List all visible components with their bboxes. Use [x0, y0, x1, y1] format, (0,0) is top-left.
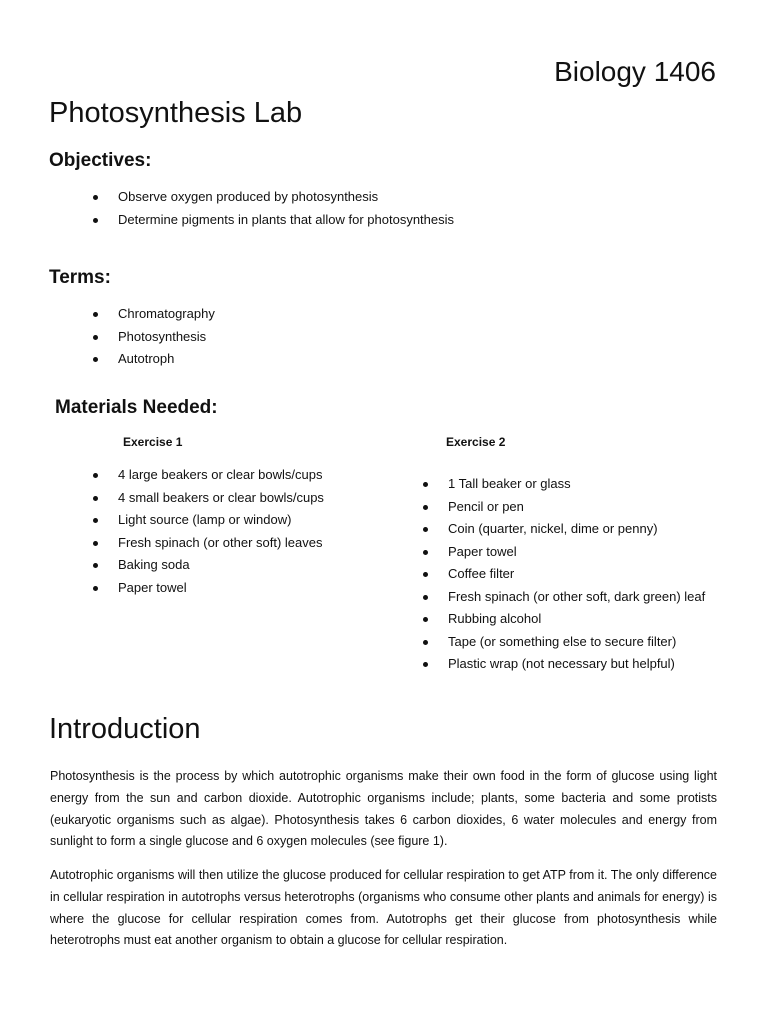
exercise1-list: [93, 464, 324, 599]
introduction-heading: Introduction: [49, 713, 201, 745]
list-item: Coffee filter: [423, 563, 705, 586]
list-item: Determine pigments in plants that allow for photosynthesis: [93, 209, 454, 232]
list-item: Paper towel: [423, 541, 705, 564]
list-item: Autotroph: [93, 348, 215, 371]
objectives-heading: Objectives:: [49, 150, 152, 171]
introduction-paragraph-2: Autotrophic organisms will then utilize the glucose produced for cellular respiration to get ATP from it. The only difference in cellular respiration in autotrophs versus heterotrophs (organisms who consume other plants and animals for energy) is where the glucose for cellular respiration comes from. Autotrophs get their glucose from photosynthesis while heterotrophs must eat another organism to obtain a glucose for cellular respiration.: [50, 868, 717, 948]
exercise2-list: [423, 473, 705, 676]
list-item: Paper towel: [93, 577, 324, 600]
exercise2-label: Exercise 2: [446, 435, 506, 449]
list-item: Baking soda: [93, 554, 324, 577]
list-item: Coin (quarter, nickel, dime or penny): [423, 518, 705, 541]
list-item: Pencil or pen: [423, 496, 705, 519]
terms-heading: Terms:: [49, 267, 111, 288]
list-item: Plastic wrap (not necessary but helpful): [423, 653, 705, 676]
list-item: 1 Tall beaker or glass: [423, 473, 705, 496]
list-item: Tape (or something else to secure filter): [423, 631, 705, 654]
materials-heading: Materials Needed:: [55, 397, 218, 418]
list-item: Photosynthesis: [93, 326, 215, 349]
page-title: Photosynthesis Lab: [49, 97, 303, 129]
list-item: Fresh spinach (or other soft, dark green) leaf: [423, 586, 705, 609]
exercise1-label: Exercise 1: [123, 435, 183, 449]
terms-list: [93, 303, 215, 371]
objectives-list: [93, 186, 454, 231]
introduction-paragraph-1: Photosynthesis is the process by which autotrophic organisms make their own food in the form of glucose using light energy from the sun and carbon dioxide. Autotrophic organisms include; plants, some bacteria and some protists (eukaryotic organisms such as algae). Photosynthesis takes 6 carbon dioxides, 6 water molecules and energy from sunlight to form a single glucose and 6 oxygen molecules (see figure 1).: [50, 769, 717, 849]
list-item: Light source (lamp or window): [93, 509, 324, 532]
list-item: Rubbing alcohol: [423, 608, 705, 631]
list-item: 4 large beakers or clear bowls/cups: [93, 464, 324, 487]
list-item: Fresh spinach (or other soft) leaves: [93, 532, 324, 555]
list-item: Chromatography: [93, 303, 215, 326]
list-item: Observe oxygen produced by photosynthesis: [93, 186, 454, 209]
course-number: Biology 1406: [554, 56, 716, 87]
list-item: 4 small beakers or clear bowls/cups: [93, 487, 324, 510]
